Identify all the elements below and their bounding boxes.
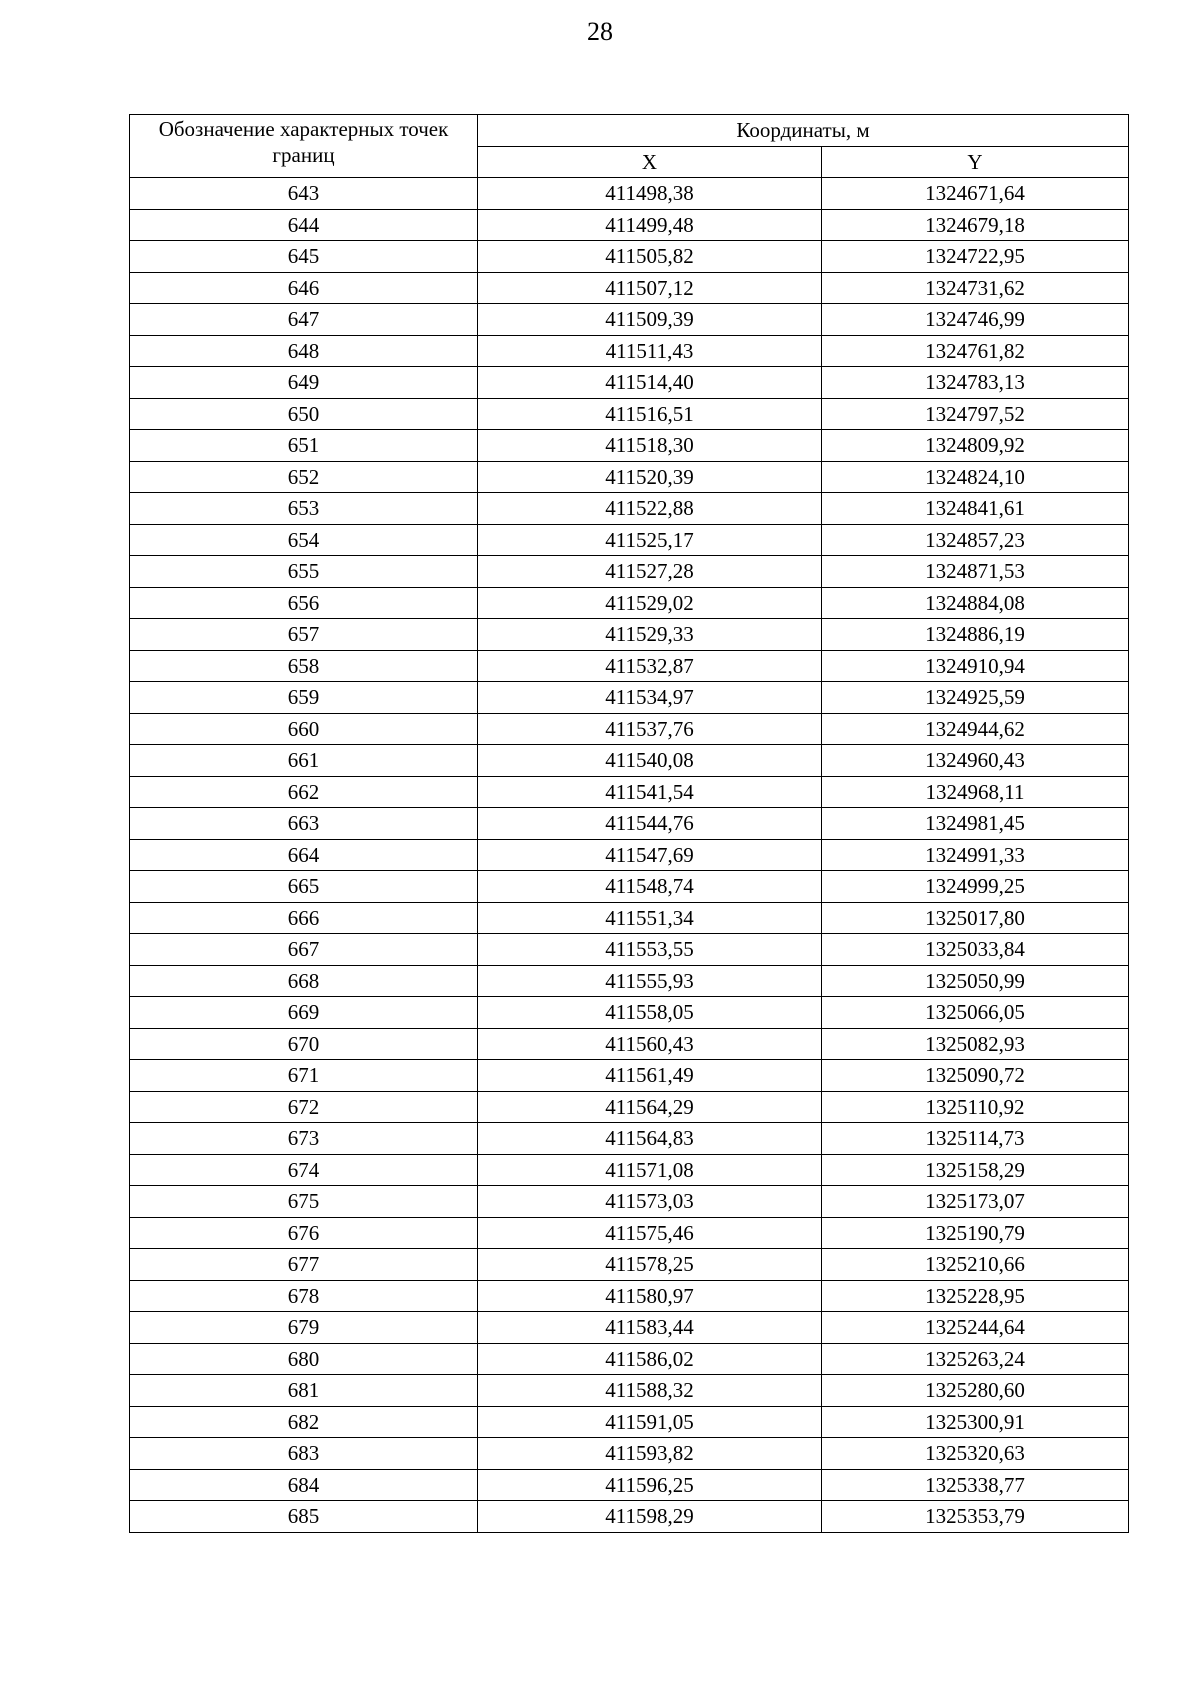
y-coordinate-cell: 1325280,60 <box>822 1375 1129 1407</box>
x-coordinate-cell: 411588,32 <box>478 1375 822 1407</box>
point-cell: 656 <box>130 587 478 619</box>
y-coordinate-cell: 1324999,25 <box>822 871 1129 903</box>
header-row <box>130 115 1129 147</box>
point-cell: 651 <box>130 430 478 462</box>
table-row <box>130 1375 1129 1407</box>
x-coordinate-cell: 411596,25 <box>478 1469 822 1501</box>
x-coordinate-cell: 411593,82 <box>478 1438 822 1470</box>
x-coordinate-cell: 411548,74 <box>478 871 822 903</box>
point-cell: 671 <box>130 1060 478 1092</box>
table-row <box>130 839 1129 871</box>
x-coordinate-cell: 411544,76 <box>478 808 822 840</box>
x-coordinate-cell: 411509,39 <box>478 304 822 336</box>
point-cell: 681 <box>130 1375 478 1407</box>
table-row <box>130 808 1129 840</box>
y-coordinate-cell: 1325353,79 <box>822 1501 1129 1533</box>
y-coordinate-cell: 1324960,43 <box>822 745 1129 777</box>
table-row <box>130 1406 1129 1438</box>
x-coordinate-cell: 411540,08 <box>478 745 822 777</box>
y-coordinate-cell: 1325210,66 <box>822 1249 1129 1281</box>
y-coordinate-cell: 1325110,92 <box>822 1091 1129 1123</box>
table-row <box>130 304 1129 336</box>
x-coordinate-cell: 411560,43 <box>478 1028 822 1060</box>
table-row <box>130 1217 1129 1249</box>
x-coordinate-cell: 411505,82 <box>478 241 822 273</box>
x-coordinate-cell: 411499,48 <box>478 209 822 241</box>
y-coordinate-cell: 1325320,63 <box>822 1438 1129 1470</box>
point-cell: 674 <box>130 1154 478 1186</box>
table-row <box>130 902 1129 934</box>
table-row <box>130 556 1129 588</box>
x-coordinate-cell: 411571,08 <box>478 1154 822 1186</box>
point-cell: 670 <box>130 1028 478 1060</box>
point-cell: 667 <box>130 934 478 966</box>
x-coordinate-cell: 411529,33 <box>478 619 822 651</box>
x-coordinate-cell: 411537,76 <box>478 713 822 745</box>
y-coordinate-cell: 1324886,19 <box>822 619 1129 651</box>
x-coordinate-cell: 411514,40 <box>478 367 822 399</box>
point-cell: 648 <box>130 335 478 367</box>
y-coordinate-cell: 1325114,73 <box>822 1123 1129 1155</box>
x-coordinate-cell: 411591,05 <box>478 1406 822 1438</box>
x-coordinate-cell: 411547,69 <box>478 839 822 871</box>
x-coordinate-cell: 411583,44 <box>478 1312 822 1344</box>
table-row <box>130 178 1129 210</box>
point-cell: 654 <box>130 524 478 556</box>
point-cell: 684 <box>130 1469 478 1501</box>
point-cell: 679 <box>130 1312 478 1344</box>
table-row <box>130 1501 1129 1533</box>
point-cell: 643 <box>130 178 478 210</box>
y-coordinate-cell: 1325082,93 <box>822 1028 1129 1060</box>
table-row <box>130 1249 1129 1281</box>
y-coordinate-cell: 1325338,77 <box>822 1469 1129 1501</box>
point-cell: 659 <box>130 682 478 714</box>
x-coordinate-cell: 411507,12 <box>478 272 822 304</box>
x-coordinate-cell: 411529,02 <box>478 587 822 619</box>
table-row <box>130 965 1129 997</box>
point-cell: 673 <box>130 1123 478 1155</box>
point-column-header: Обозначение характерных точек границ <box>130 115 478 178</box>
x-coordinate-cell: 411598,29 <box>478 1501 822 1533</box>
coordinates-table <box>129 114 1129 1533</box>
y-coordinate-cell: 1324679,18 <box>822 209 1129 241</box>
y-coordinate-cell: 1324671,64 <box>822 178 1129 210</box>
y-coordinate-cell: 1325190,79 <box>822 1217 1129 1249</box>
point-cell: 685 <box>130 1501 478 1533</box>
point-cell: 669 <box>130 997 478 1029</box>
y-coordinate-cell: 1324884,08 <box>822 587 1129 619</box>
table-row <box>130 209 1129 241</box>
y-coordinate-cell: 1324857,23 <box>822 524 1129 556</box>
y-coordinate-cell: 1324746,99 <box>822 304 1129 336</box>
point-cell: 682 <box>130 1406 478 1438</box>
point-cell: 645 <box>130 241 478 273</box>
coordinates-column-header: Координаты, м <box>478 115 1129 147</box>
x-coordinate-cell: 411511,43 <box>478 335 822 367</box>
y-coordinate-cell: 1325228,95 <box>822 1280 1129 1312</box>
point-cell: 666 <box>130 902 478 934</box>
point-cell: 663 <box>130 808 478 840</box>
x-coordinate-cell: 411578,25 <box>478 1249 822 1281</box>
y-coordinate-cell: 1324783,13 <box>822 367 1129 399</box>
point-cell: 660 <box>130 713 478 745</box>
table-row <box>130 713 1129 745</box>
x-coordinate-cell: 411575,46 <box>478 1217 822 1249</box>
x-coordinate-cell: 411564,83 <box>478 1123 822 1155</box>
y-coordinate-cell: 1325017,80 <box>822 902 1129 934</box>
table-row <box>130 1186 1129 1218</box>
y-coordinate-cell: 1325033,84 <box>822 934 1129 966</box>
x-coordinate-cell: 411541,54 <box>478 776 822 808</box>
x-coordinate-cell: 411586,02 <box>478 1343 822 1375</box>
table-row <box>130 1312 1129 1344</box>
table-row <box>130 272 1129 304</box>
x-coordinate-cell: 411534,97 <box>478 682 822 714</box>
point-cell: 672 <box>130 1091 478 1123</box>
y-coordinate-cell: 1325066,05 <box>822 997 1129 1029</box>
x-coordinate-cell: 411580,97 <box>478 1280 822 1312</box>
y-coordinate-cell: 1324968,11 <box>822 776 1129 808</box>
x-coordinate-cell: 411518,30 <box>478 430 822 462</box>
x-coordinate-cell: 411525,17 <box>478 524 822 556</box>
table-row <box>130 398 1129 430</box>
y-coordinate-cell: 1324809,92 <box>822 430 1129 462</box>
point-cell: 647 <box>130 304 478 336</box>
y-coordinate-cell: 1324910,94 <box>822 650 1129 682</box>
point-cell: 644 <box>130 209 478 241</box>
y-coordinate-cell: 1324981,45 <box>822 808 1129 840</box>
table-row <box>130 1028 1129 1060</box>
x-coordinate-cell: 411553,55 <box>478 934 822 966</box>
x-coordinate-cell: 411527,28 <box>478 556 822 588</box>
table-row <box>130 1343 1129 1375</box>
x-coordinate-cell: 411522,88 <box>478 493 822 525</box>
y-coordinate-cell: 1324871,53 <box>822 556 1129 588</box>
point-cell: 680 <box>130 1343 478 1375</box>
x-coordinate-cell: 411516,51 <box>478 398 822 430</box>
y-coordinate-cell: 1325300,91 <box>822 1406 1129 1438</box>
y-coordinate-cell: 1324761,82 <box>822 335 1129 367</box>
y-coordinate-cell: 1325263,24 <box>822 1343 1129 1375</box>
table-row <box>130 1154 1129 1186</box>
table-row <box>130 1123 1129 1155</box>
table-row <box>130 587 1129 619</box>
x-column-header: X <box>478 146 822 178</box>
x-coordinate-cell: 411573,03 <box>478 1186 822 1218</box>
table-body <box>130 178 1129 1533</box>
table-row <box>130 997 1129 1029</box>
table-row <box>130 1438 1129 1470</box>
point-cell: 650 <box>130 398 478 430</box>
y-coordinate-cell: 1325090,72 <box>822 1060 1129 1092</box>
y-coordinate-cell: 1324944,62 <box>822 713 1129 745</box>
point-cell: 668 <box>130 965 478 997</box>
table-row <box>130 335 1129 367</box>
table-row <box>130 934 1129 966</box>
point-cell: 664 <box>130 839 478 871</box>
point-cell: 662 <box>130 776 478 808</box>
table-row <box>130 1060 1129 1092</box>
table-header <box>130 115 1129 178</box>
point-cell: 655 <box>130 556 478 588</box>
table-row <box>130 650 1129 682</box>
point-cell: 665 <box>130 871 478 903</box>
table-row <box>130 619 1129 651</box>
table-row <box>130 776 1129 808</box>
table-row <box>130 241 1129 273</box>
table-row <box>130 367 1129 399</box>
y-coordinate-cell: 1324824,10 <box>822 461 1129 493</box>
y-coordinate-cell: 1324841,61 <box>822 493 1129 525</box>
table-row <box>130 430 1129 462</box>
y-column-header: Y <box>822 146 1129 178</box>
x-coordinate-cell: 411558,05 <box>478 997 822 1029</box>
y-coordinate-cell: 1324731,62 <box>822 272 1129 304</box>
table-row <box>130 1280 1129 1312</box>
x-coordinate-cell: 411520,39 <box>478 461 822 493</box>
x-coordinate-cell: 411532,87 <box>478 650 822 682</box>
y-coordinate-cell: 1325244,64 <box>822 1312 1129 1344</box>
page-number: 28 <box>587 17 613 46</box>
x-coordinate-cell: 411564,29 <box>478 1091 822 1123</box>
table-row <box>130 871 1129 903</box>
table-row <box>130 524 1129 556</box>
x-coordinate-cell: 411551,34 <box>478 902 822 934</box>
point-cell: 657 <box>130 619 478 651</box>
point-cell: 646 <box>130 272 478 304</box>
x-coordinate-cell: 411555,93 <box>478 965 822 997</box>
point-cell: 678 <box>130 1280 478 1312</box>
point-cell: 677 <box>130 1249 478 1281</box>
point-cell: 661 <box>130 745 478 777</box>
table-row <box>130 1469 1129 1501</box>
x-coordinate-cell: 411498,38 <box>478 178 822 210</box>
point-cell: 675 <box>130 1186 478 1218</box>
table-row <box>130 461 1129 493</box>
y-coordinate-cell: 1325158,29 <box>822 1154 1129 1186</box>
y-coordinate-cell: 1324722,95 <box>822 241 1129 273</box>
point-cell: 649 <box>130 367 478 399</box>
table-row <box>130 682 1129 714</box>
table-row <box>130 745 1129 777</box>
table-row <box>130 1091 1129 1123</box>
table-row <box>130 493 1129 525</box>
point-cell: 676 <box>130 1217 478 1249</box>
point-cell: 683 <box>130 1438 478 1470</box>
y-coordinate-cell: 1324797,52 <box>822 398 1129 430</box>
point-cell: 658 <box>130 650 478 682</box>
y-coordinate-cell: 1325050,99 <box>822 965 1129 997</box>
y-coordinate-cell: 1324925,59 <box>822 682 1129 714</box>
point-cell: 653 <box>130 493 478 525</box>
y-coordinate-cell: 1324991,33 <box>822 839 1129 871</box>
x-coordinate-cell: 411561,49 <box>478 1060 822 1092</box>
y-coordinate-cell: 1325173,07 <box>822 1186 1129 1218</box>
point-cell: 652 <box>130 461 478 493</box>
